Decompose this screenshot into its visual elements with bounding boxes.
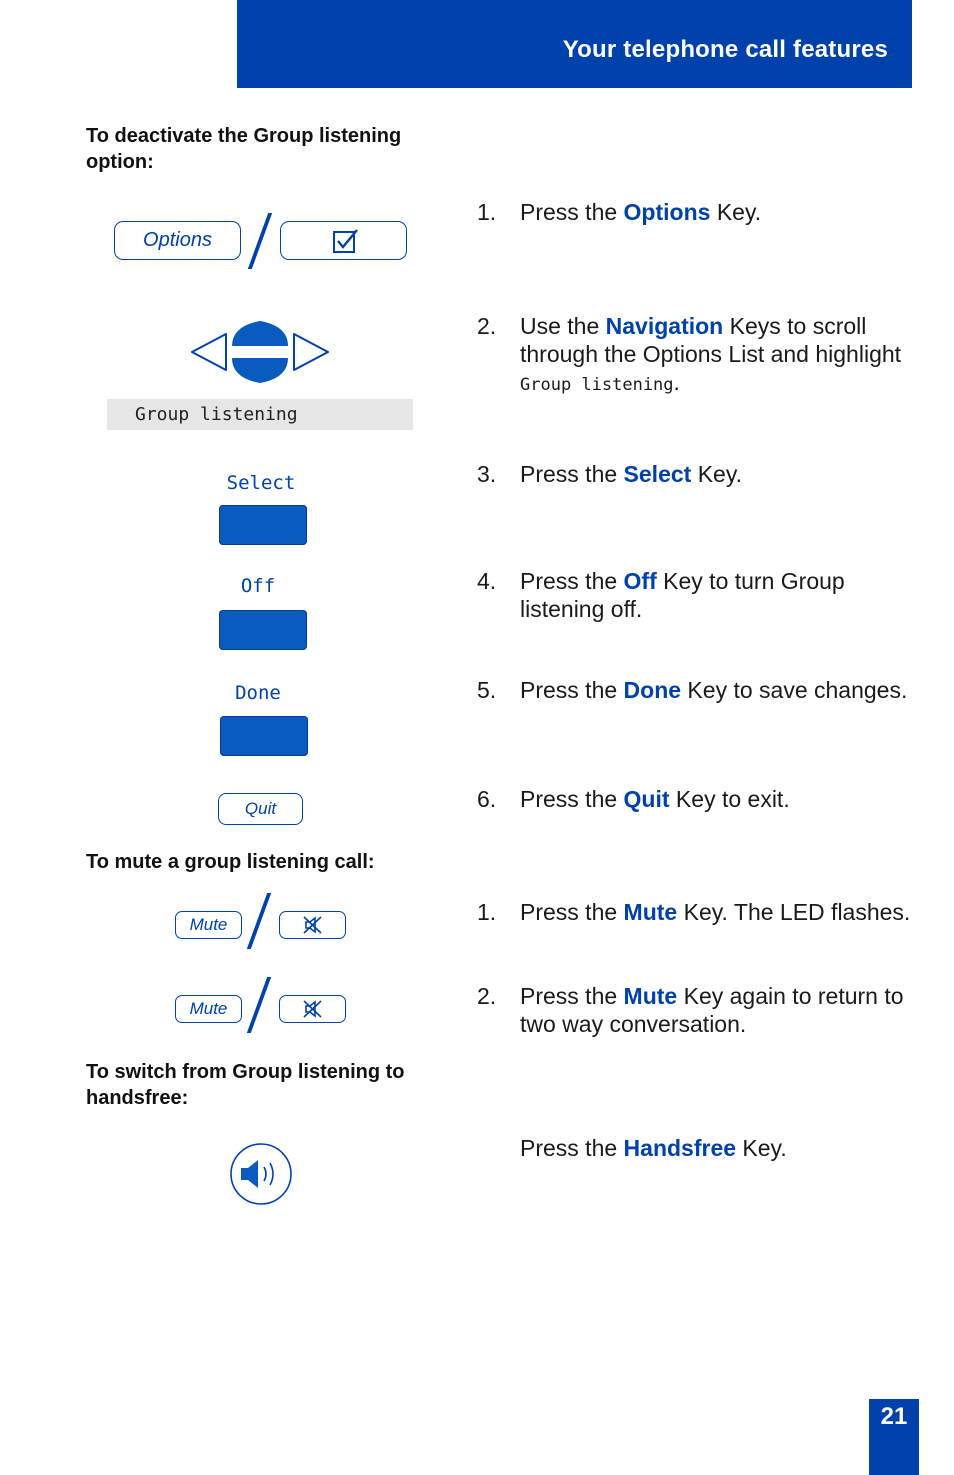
quit-key[interactable] <box>218 793 303 825</box>
step-text: Press the Mute Key. The LED flashes. <box>520 899 911 925</box>
page-header-title: Your telephone call features <box>562 36 888 63</box>
quit-key-label: Quit <box>244 799 277 818</box>
options-key[interactable] <box>114 221 241 260</box>
page-number: 21 <box>880 1403 908 1430</box>
keyword: Off <box>623 568 657 594</box>
mute-led-key[interactable] <box>279 911 346 939</box>
display-screen <box>107 399 413 430</box>
step-number: 3. <box>477 461 497 487</box>
select-key[interactable] <box>219 505 307 545</box>
step-number: 1. <box>477 199 497 225</box>
step-number: 6. <box>477 786 497 812</box>
step-text: Use the Navigation Keys to scroll through the Options List and highlight Group listening. <box>520 313 902 395</box>
keyword: Mute <box>623 899 678 925</box>
done-label: Done <box>235 682 281 704</box>
step-text: Press the Select Key. <box>520 461 743 487</box>
check-key[interactable] <box>280 221 407 260</box>
mute-key-label: Mute <box>189 999 228 1018</box>
mute-led-key[interactable] <box>279 995 346 1023</box>
navigation-keys-icon[interactable] <box>190 320 330 386</box>
section-heading-mute: To mute a group listening call: <box>86 851 375 873</box>
step-text: Press the Mute Key again to return to two way conversation. <box>520 983 904 1037</box>
section-heading-switch: To switch from Group listening to handsfree: <box>86 1061 405 1109</box>
handsfree-key-icon[interactable] <box>229 1142 293 1206</box>
step-text: Press the Quit Key to exit. <box>520 786 790 812</box>
off-key[interactable] <box>219 610 307 650</box>
mute-icon <box>301 999 325 1019</box>
select-label: Select <box>226 472 296 494</box>
options-key-label: Options <box>143 229 212 251</box>
step-number: 1. <box>477 899 497 925</box>
keyword: Navigation <box>605 313 724 339</box>
keyword: Options <box>623 199 711 225</box>
off-label: Off <box>240 575 276 597</box>
slash-divider <box>247 977 271 1033</box>
section-heading-deactivate: To deactivate the Group listening option: <box>86 125 402 173</box>
step-number: 2. <box>477 313 497 339</box>
keyword: Mute <box>623 983 678 1009</box>
mute-key-label: Mute <box>189 915 228 934</box>
header-bar <box>237 0 912 88</box>
step-text: Press the Done Key to save changes. <box>520 677 908 703</box>
done-key[interactable] <box>220 716 308 756</box>
display-text-ref: Group listening <box>520 375 674 395</box>
page-number-box <box>869 1399 919 1475</box>
step-text: Press the Off Key to turn Group listening off. <box>520 568 845 622</box>
keyword: Done <box>623 677 682 703</box>
step-number: 2. <box>477 983 497 1009</box>
display-text: Group listening <box>135 404 298 425</box>
keyword: Select <box>623 461 692 487</box>
keyword: Quit <box>623 786 670 812</box>
keyword: Handsfree <box>623 1135 737 1161</box>
mute-icon <box>301 915 325 935</box>
step-number: 4. <box>477 568 497 594</box>
slash-divider <box>247 893 271 949</box>
checkbox-icon <box>331 226 361 256</box>
step-text: Press the Options Key. <box>520 199 762 225</box>
step-text: Press the Handsfree Key. <box>520 1135 787 1161</box>
step-number: 5. <box>477 677 497 703</box>
slash-divider <box>248 213 272 269</box>
mute-key[interactable] <box>175 911 242 939</box>
mute-key[interactable] <box>175 995 242 1023</box>
